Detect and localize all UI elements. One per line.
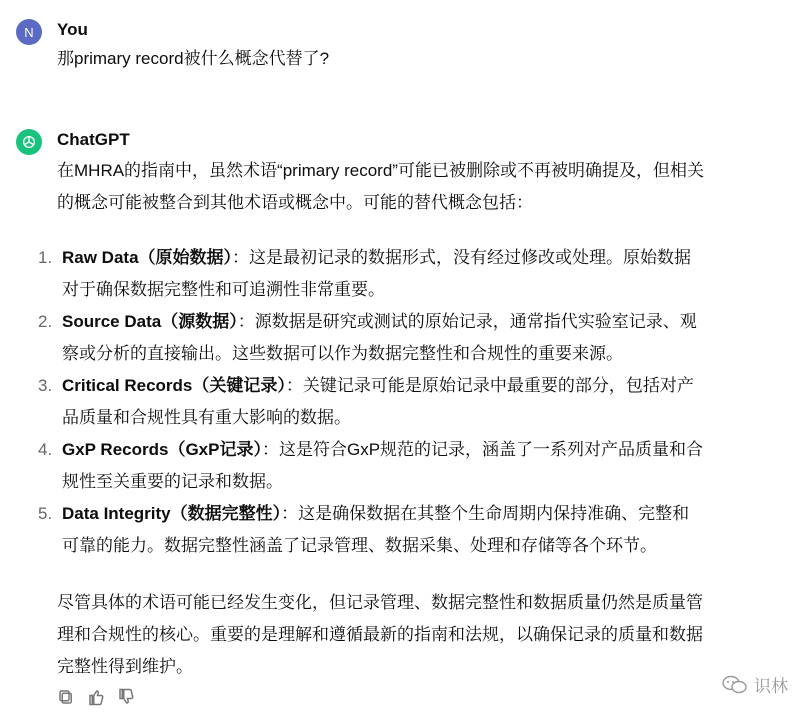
outro-line: 理和合规性的核心。重要的是理解和遵循最新的指南和法规，以确保记录的质量和数据 [57,625,703,644]
list-item [38,370,766,434]
watermark-text: 识林 [754,677,788,696]
list-desc-cont: 规性至关重要的记录和数据。 [62,472,283,491]
assistant-intro [57,155,766,219]
list-number: 3. [38,376,53,395]
list-item [38,306,766,370]
list-desc: ：这是确保数据在其整个生命周期内保持准确、完整和 [281,504,690,523]
outro-line: 完整性得到维护。 [57,657,193,676]
list-number: 2. [38,312,53,331]
list-desc-cont: 可靠的能力。数据完整性涵盖了记录管理、数据采集、处理和存储等各个环节。 [62,536,657,555]
list-item [38,498,766,562]
list-number: 5. [38,504,53,523]
list-number: 1. [38,248,53,267]
user-author: You [57,20,88,39]
list-desc: ：关键记录可能是原始记录中最重要的部分，包括对产 [285,376,694,395]
message-actions [57,688,135,706]
wechat-icon [722,675,748,695]
list-term: Critical Records（关键记录） [62,376,286,395]
chatgpt-avatar [16,129,42,155]
user-avatar [16,19,42,45]
list-item [38,242,766,306]
list-term: Raw Data（原始数据） [62,248,233,267]
user-message-text: 那primary record被什么概念代替了? [57,49,330,68]
assistant-author: ChatGPT [57,130,130,149]
list-term: Data Integrity（数据完整性） [62,504,282,523]
list-desc: ：源数据是研究或测试的原始记录，通常指代实验室记录、观 [237,312,697,331]
list-desc-cont: 察或分析的直接输出。这些数据可以作为数据完整性和合规性的重要来源。 [62,344,623,363]
list-desc: ：这是符合GxP规范的记录，涵盖了一系列对产品质量和合 [261,440,704,459]
user-avatar-letter: N [24,24,34,40]
outro-line: 尽管具体的术语可能已经发生变化，但记录管理、数据完整性和数据质量仍然是质量管 [57,593,703,612]
openai-logo-icon [21,134,37,150]
list-term: GxP Records（GxP记录） [62,440,262,459]
list-term: Source Data（源数据） [62,312,238,331]
watermark [722,672,788,697]
assistant-outro [57,587,766,683]
intro-line: 在MHRA的指南中，虽然术语“primary record”可能已被删除或不再被明确提及，但相关 [57,161,704,180]
thumbs-up-icon[interactable] [87,688,105,706]
replacement-concepts-list [38,242,766,562]
list-desc: ：这是最初记录的数据形式，没有经过修改或处理。原始数据 [232,248,692,267]
copy-icon[interactable] [57,688,75,706]
list-item [38,434,766,498]
list-desc-cont: 品质量和合规性具有重大影响的数据。 [62,408,351,427]
list-number: 4. [38,440,53,459]
list-desc-cont: 对于确保数据完整性和可追溯性非常重要。 [62,280,385,299]
thumbs-down-icon[interactable] [117,688,135,706]
intro-line: 的概念可能被整合到其他术语或概念中。可能的替代概念包括： [57,193,533,212]
